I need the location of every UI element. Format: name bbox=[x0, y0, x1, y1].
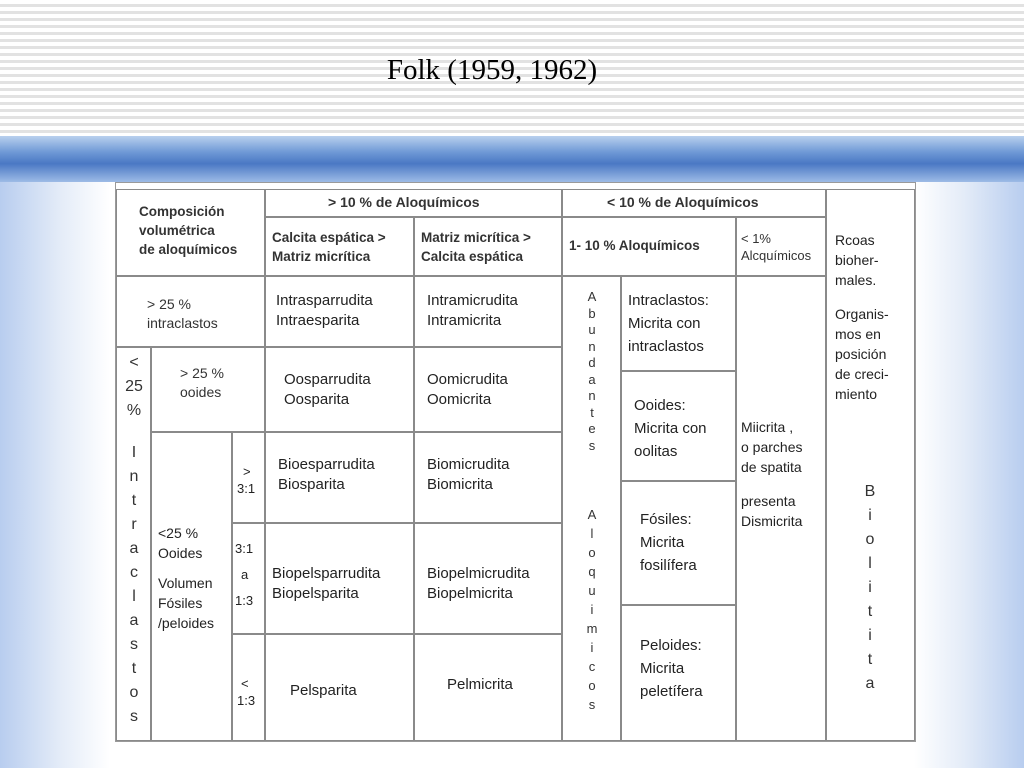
header-lt10: < 10 % de Aloquímicos bbox=[562, 189, 826, 217]
cell-oosparrudita: Oosparrudita Oosparita bbox=[265, 347, 414, 432]
header-lt1: < 1% Alcquímicos bbox=[736, 217, 826, 276]
biolitita-vertical: B i o l i t i t a bbox=[864, 483, 876, 692]
header-matriz: Matriz micrítica > Calcita espática bbox=[414, 217, 562, 276]
abundantes-vertical: A b u n d a n t e s bbox=[587, 289, 597, 453]
header-1-10: 1- 10 % Aloquímicos bbox=[562, 217, 736, 276]
header-composition: Composición volumétrica de aloquímicos bbox=[116, 189, 265, 276]
cell-micrita-dismicrita: Miicrita , o parches de spatita presenta Dismicrita bbox=[736, 276, 826, 741]
cell-pelmicrita: Pelmicrita bbox=[414, 634, 562, 741]
row-intraclastos-label: > 25 % intraclastos bbox=[116, 276, 265, 347]
cell-biomicrudita: Biomicrudita Biomicrita bbox=[414, 432, 562, 523]
cell-pelsparita: Pelsparita bbox=[265, 634, 414, 741]
cell-intrasparrudita: Intrasparrudita Intraesparita bbox=[265, 276, 414, 347]
ratio-gt-3-1: > 3:1 bbox=[232, 432, 265, 523]
ratio-lt-1-3: < 1:3 bbox=[232, 634, 265, 741]
cell-intramicrudita: Intramicrudita Intramicrita bbox=[414, 276, 562, 347]
left-gradient bbox=[0, 182, 110, 768]
cell-peloides-micrita: Peloides: Micrita peletífera bbox=[621, 605, 736, 741]
lt25-label: < 25 % bbox=[125, 354, 143, 419]
cell-biopelmicrudita: Biopelmicrudita Biopelmicrita bbox=[414, 523, 562, 634]
intraclastos-vertical: I n t r a c l a s t o s bbox=[129, 444, 139, 725]
aloquimicos-vertical: A l o q u i m i c o s bbox=[586, 507, 598, 712]
cell-bioesparrudita: Bioesparrudita Biosparita bbox=[265, 432, 414, 523]
row-ooides-label: > 25 % ooides bbox=[151, 347, 265, 432]
cell-oomicrudita: Oomicrudita Oomicrita bbox=[414, 347, 562, 432]
folk-classification-table bbox=[115, 182, 916, 742]
right-gradient bbox=[914, 182, 1024, 768]
cell-fosiles-micrita: Fósiles: Micrita fosilífera bbox=[621, 481, 736, 605]
ratio-3-1-to-1-3: 3:1 a 1:3 bbox=[232, 523, 265, 634]
rocas-biohermales-column: Rcoas bioher- males. Organis- mos en posición de creci- miento bbox=[826, 189, 915, 741]
cell-intraclastos-micrita: Intraclastos: Micrita con intraclastos bbox=[621, 276, 736, 371]
cell-ooides-micrita: Ooides: Micrita con oolitas bbox=[621, 371, 736, 481]
header-blue-bar bbox=[0, 136, 1024, 182]
slide-title: Folk (1959, 1962) bbox=[386, 54, 598, 86]
cell-biopelsparrudita: Biopelsparrudita Biopelsparita bbox=[265, 523, 414, 634]
header-gt10: > 10 % de Aloquímicos bbox=[265, 189, 562, 217]
header-calcita: Calcita espática > Matriz micrítica bbox=[265, 217, 414, 276]
lower-volume-label: <25 % Ooides Volumen Fósiles /peloides bbox=[151, 432, 232, 741]
